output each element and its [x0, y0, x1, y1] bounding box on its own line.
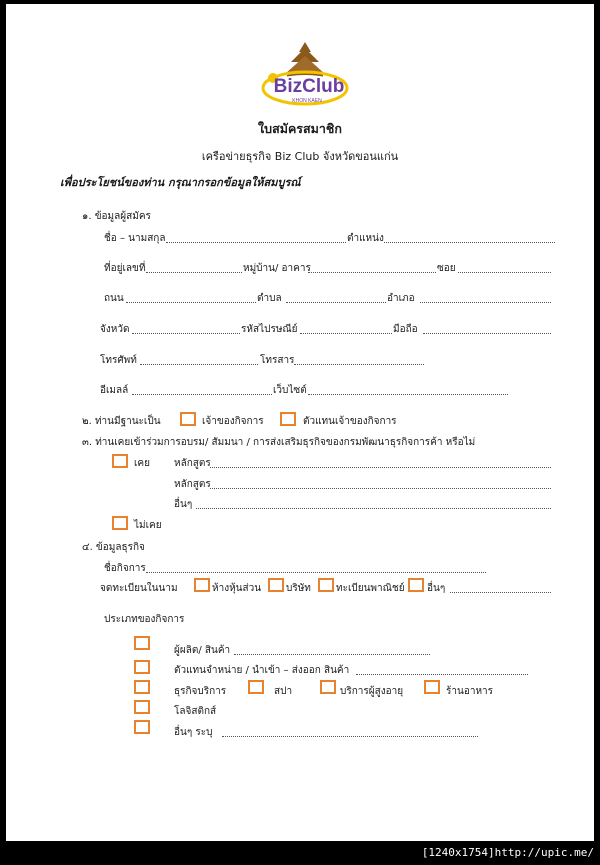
- attended-yes-checkbox[interactable]: [112, 454, 128, 468]
- business-name-label: ชื่อกิจการ: [104, 563, 146, 574]
- section-2-heading: ๒. ท่านมีฐานะเป็น: [82, 416, 161, 427]
- service-checkbox[interactable]: [134, 680, 150, 694]
- website-label: เว็บไซต์: [273, 385, 307, 396]
- restaurant-checkbox[interactable]: [424, 680, 440, 694]
- distributor-label: ตัวแทนจำหน่าย / นำเข้า – ส่งออก สินค้า: [174, 665, 350, 676]
- form-note: เพื่อประโยชน์ของท่าน กรุณากรอกข้อมูลให้สมบูรณ์: [60, 176, 301, 189]
- rep-checkbox[interactable]: [280, 412, 296, 426]
- restaurant-label: ร้านอาหาร: [446, 686, 494, 697]
- website-field[interactable]: [308, 394, 508, 395]
- attended-yes-label: เคย: [134, 458, 150, 469]
- spa-label: สปา: [274, 686, 293, 697]
- address-field[interactable]: [146, 272, 242, 273]
- business-type-heading: ประเภทของกิจการ: [104, 614, 185, 625]
- position-label: ตำแหน่ง: [347, 233, 384, 244]
- company-checkbox[interactable]: [268, 578, 284, 592]
- other-specify-field[interactable]: [222, 736, 478, 737]
- image-footer-text: [1240x1754]http://upic.me/: [421, 846, 594, 859]
- business-name-field[interactable]: [146, 572, 486, 573]
- postcode-label: รหัสไปรษณีย์: [241, 324, 298, 335]
- position-field[interactable]: [384, 242, 555, 243]
- service-label: ธุรกิจบริการ: [174, 686, 227, 697]
- course1-label: หลักสูตร: [174, 458, 211, 469]
- owner-label: เจ้าของกิจการ: [202, 416, 264, 427]
- soi-label: ซอย: [437, 263, 456, 274]
- other-specify-checkbox[interactable]: [134, 720, 150, 734]
- logo-sub: KHON KAEN: [292, 98, 322, 104]
- registered-other-field[interactable]: [450, 592, 551, 593]
- name-field[interactable]: [166, 242, 346, 243]
- soi-field[interactable]: [458, 272, 551, 273]
- email-label: อีเมลล์: [100, 385, 129, 396]
- form-subtitle: เครือข่ายธุรกิจ Biz Club จังหวัดขอนแก่น: [201, 150, 399, 163]
- partnership-checkbox[interactable]: [194, 578, 210, 592]
- logo-brand: BizClub: [273, 76, 345, 97]
- name-label: ชื่อ – นามสกุล: [104, 233, 166, 244]
- company-label: บริษัท: [286, 583, 311, 594]
- village-field[interactable]: [308, 272, 436, 273]
- elderly-checkbox[interactable]: [320, 680, 336, 694]
- district-label: อำเภอ: [387, 293, 415, 304]
- form-page: [6, 4, 594, 841]
- village-label: หมู่บ้าน/ อาคาร: [243, 263, 311, 274]
- section-1-heading: ๑. ข้อมูลผู้สมัคร: [82, 211, 151, 222]
- fax-field[interactable]: [294, 364, 424, 365]
- course2-label: หลักสูตร: [174, 479, 211, 490]
- form-title: ใบสมัครสมาชิก: [258, 121, 342, 136]
- elderly-label: บริการผู้สูงอายุ: [340, 686, 404, 697]
- attended-no-label: ไม่เคย: [134, 520, 162, 531]
- spa-checkbox[interactable]: [248, 680, 264, 694]
- logistics-label: โลจิสติกส์: [174, 706, 217, 717]
- rep-label: ตัวแทนเจ้าของกิจการ: [303, 416, 397, 427]
- manufacturer-field[interactable]: [234, 654, 430, 655]
- manufacturer-label: ผู้ผลิต/ สินค้า: [174, 645, 231, 656]
- course2-field[interactable]: [210, 488, 551, 489]
- image-footer-bar: [0, 843, 600, 865]
- attended-other-label: อื่นๆ: [174, 499, 193, 510]
- logistics-checkbox[interactable]: [134, 700, 150, 714]
- phone-label: โทรศัพท์: [100, 355, 137, 366]
- owner-checkbox[interactable]: [180, 412, 196, 426]
- attended-no-checkbox[interactable]: [112, 516, 128, 530]
- email-field[interactable]: [132, 394, 272, 395]
- address-label: ที่อยู่เลขที่: [104, 263, 146, 274]
- bizclub-logo: [259, 40, 351, 108]
- distributor-field[interactable]: [356, 674, 528, 675]
- registered-other-checkbox[interactable]: [408, 578, 424, 592]
- commercial-checkbox[interactable]: [318, 578, 334, 592]
- course1-field[interactable]: [210, 467, 551, 468]
- other-specify-label: อื่นๆ ระบุ: [174, 727, 213, 738]
- attended-other-field[interactable]: [196, 508, 551, 509]
- province-field[interactable]: [132, 333, 240, 334]
- registered-other-label: อื่นๆ: [427, 583, 446, 594]
- mobile-field[interactable]: [423, 333, 551, 334]
- section-4-heading: ๔. ข้อมูลธุรกิจ: [82, 542, 145, 553]
- postcode-field[interactable]: [300, 333, 392, 334]
- district-field[interactable]: [420, 302, 551, 303]
- phone-field[interactable]: [140, 364, 258, 365]
- subdistrict-label: ตำบล: [257, 293, 282, 304]
- road-label: ถนน: [104, 293, 124, 304]
- subdistrict-field[interactable]: [286, 302, 386, 303]
- road-field[interactable]: [126, 302, 256, 303]
- commercial-label: ทะเบียนพาณิชย์: [336, 583, 405, 594]
- fax-label: โทรสาร: [260, 355, 295, 366]
- mobile-label: มือถือ: [393, 324, 418, 335]
- section-3-heading: ๓. ท่านเคยเข้าร่วมการอบรม/ สัมมนา / การส่งเสริมธุรกิจของกรมพัฒนาธุรกิจการค้า หรือไม่: [82, 437, 476, 448]
- province-label: จังหวัด: [100, 324, 130, 335]
- partnership-label: ห้างหุ้นส่วน: [212, 583, 262, 594]
- registered-as-label: จดทะเบียนในนาม: [100, 583, 178, 594]
- manufacturer-checkbox[interactable]: [134, 636, 150, 650]
- distributor-checkbox[interactable]: [134, 660, 150, 674]
